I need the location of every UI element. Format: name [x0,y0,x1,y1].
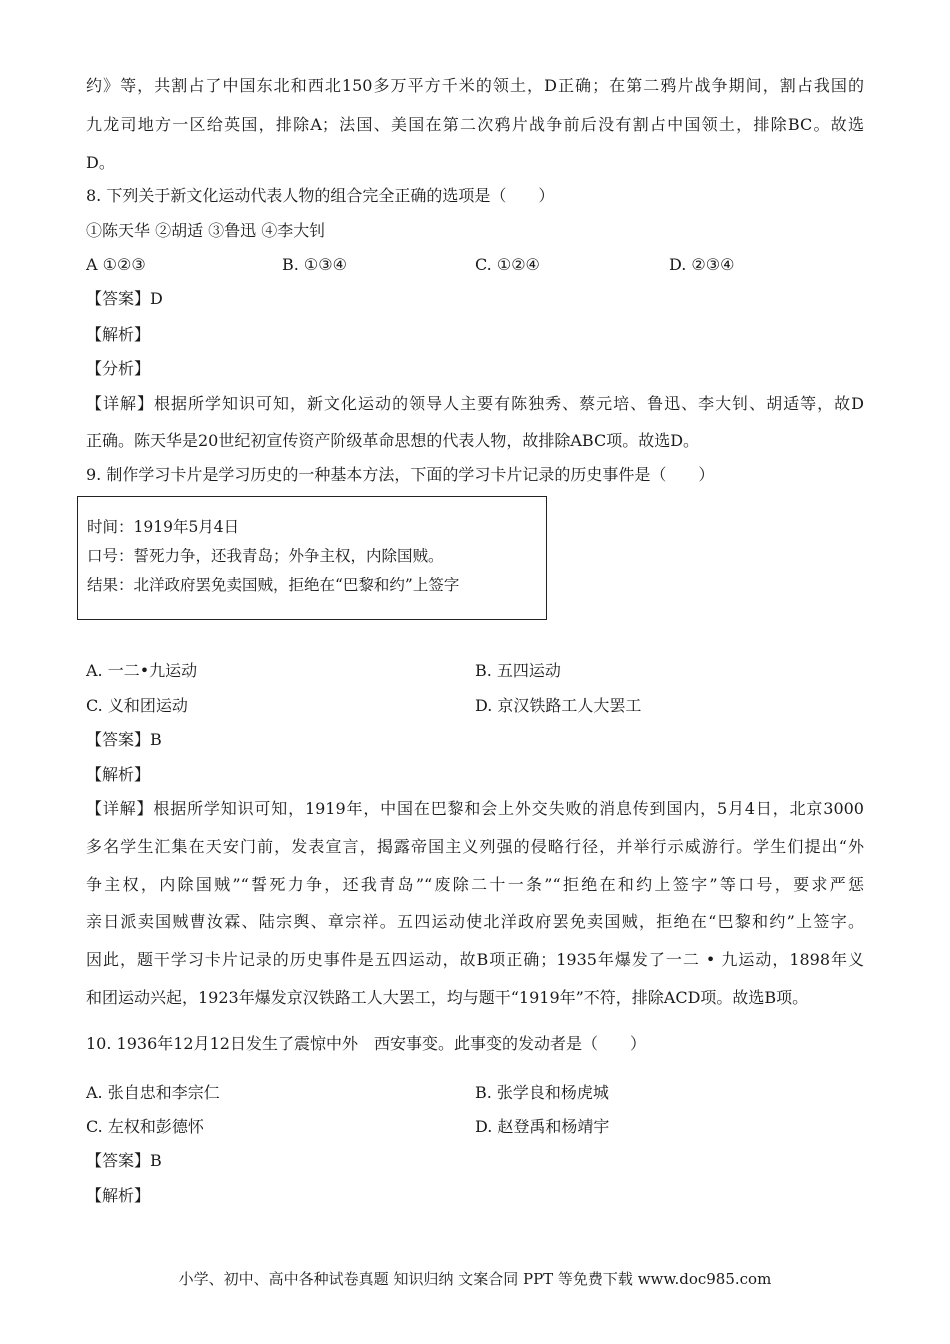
q9-jiexi-label: 【解析】 [86,765,151,784]
q8-stem: 8. 下列关于新文化运动代表人物的组合完全正确的选项是（ ） [86,186,555,205]
q9-detail-line-6: 和团运动兴起，1923年爆发京汉铁路工人大罢工，均与题干“1919年”不符，排除ACD项。故选B项。 [86,988,809,1007]
q8-option-b: B. ①③④ [282,255,347,274]
study-card [77,496,547,620]
q8-detail-line-1: 【详解】根据所学知识可知，新文化运动的领导人主要有陈独秀、蔡元培、鲁迅、李大钊、胡适等，故D [86,394,864,413]
q9-detail-line-2: 多名学生汇集在天安门前，发表宣言，揭露帝国主义列强的侵略行径，并举行示威游行。学生们提出“外 [86,837,864,856]
q8-fenxi-label: 【分析】 [86,359,151,378]
q9-detail-line-3: 争主权，内除国贼”“誓死力争，还我青岛”“废除二十一条”“拒绝在和约上签字”等口号，要求严惩 [86,875,864,894]
q9-option-c: C. 义和团运动 [86,696,188,715]
q7-explanation-line-1: 约》等，共割占了中国东北和西北150多万平方千米的领土，D正确；在第二鸦片战争期间，割占我国的 [86,76,864,95]
q8-detail-line-2: 正确。陈天华是20世纪初宣传资产阶级革命思想的代表人物，故排除ABC项。故选D。 [86,431,700,450]
q10-option-d: D. 赵登禹和杨靖宇 [475,1117,610,1136]
q8-option-c: C. ①②④ [475,255,540,274]
q10-jiexi-label: 【解析】 [86,1186,151,1205]
q10-option-b: B. 张学良和杨虎城 [475,1083,609,1102]
q9-answer: 【答案】B [86,730,162,749]
q10-stem: 10. 1936年12月12日发生了震惊中外 西安事变。此事变的发动者是（ ） [86,1034,646,1053]
q7-explanation-line-2: 九龙司地方一区给英国，排除A；法国、美国在第二次鸦片战争前后没有割占中国领土，排除BC。故选 [86,115,864,134]
study-card-slogan: 口号：誓死力争，还我青岛；外争主权，内除国贼。 [87,547,444,565]
q8-option-d: D. ②③④ [669,255,735,274]
q9-option-d: D. 京汉铁路工人大罢工 [475,696,642,715]
q8-option-a: A ①②③ [86,255,146,274]
q9-stem: 9. 制作学习卡片是学习历史的一种基本方法，下面的学习卡片记录的历史事件是（ ） [86,465,715,484]
q8-items: ①陈天华 ②胡适 ③鲁迅 ④李大钊 [86,221,326,240]
q9-detail-line-1: 【详解】根据所学知识可知，1919年，中国在巴黎和会上外交失败的消息传到国内，5月4日，北京3000 [86,799,864,818]
q8-answer: 【答案】D [86,289,163,308]
page-footer: 小学、初中、高中各种试卷真题 知识归纳 文案合同 PPT 等免费下载 www.doc985.com [178,1270,772,1288]
q9-option-b: B. 五四运动 [475,661,561,680]
q9-detail-line-5: 因此，题干学习卡片记录的历史事件是五四运动，故B项正确；1935年爆发了一二 • 九运动，1898年义 [86,950,864,969]
q9-detail-line-4: 亲日派卖国贼曹汝霖、陆宗舆、章宗祥。五四运动使北洋政府罢免卖国贼，拒绝在“巴黎和约”上签字。 [86,912,864,931]
q7-explanation-line-3: D。 [86,153,115,172]
study-card-time: 时间：1919年5月4日 [87,518,240,536]
q10-option-a: A. 张自忠和李宗仁 [86,1083,220,1102]
q10-option-c: C. 左权和彭德怀 [86,1117,204,1136]
q9-option-a: A. 一二•九运动 [86,661,198,680]
study-card-result: 结果：北洋政府罢免卖国贼，拒绝在“巴黎和约”上签字 [87,576,460,594]
q8-jiexi-label: 【解析】 [86,325,151,344]
q10-answer: 【答案】B [86,1151,162,1170]
